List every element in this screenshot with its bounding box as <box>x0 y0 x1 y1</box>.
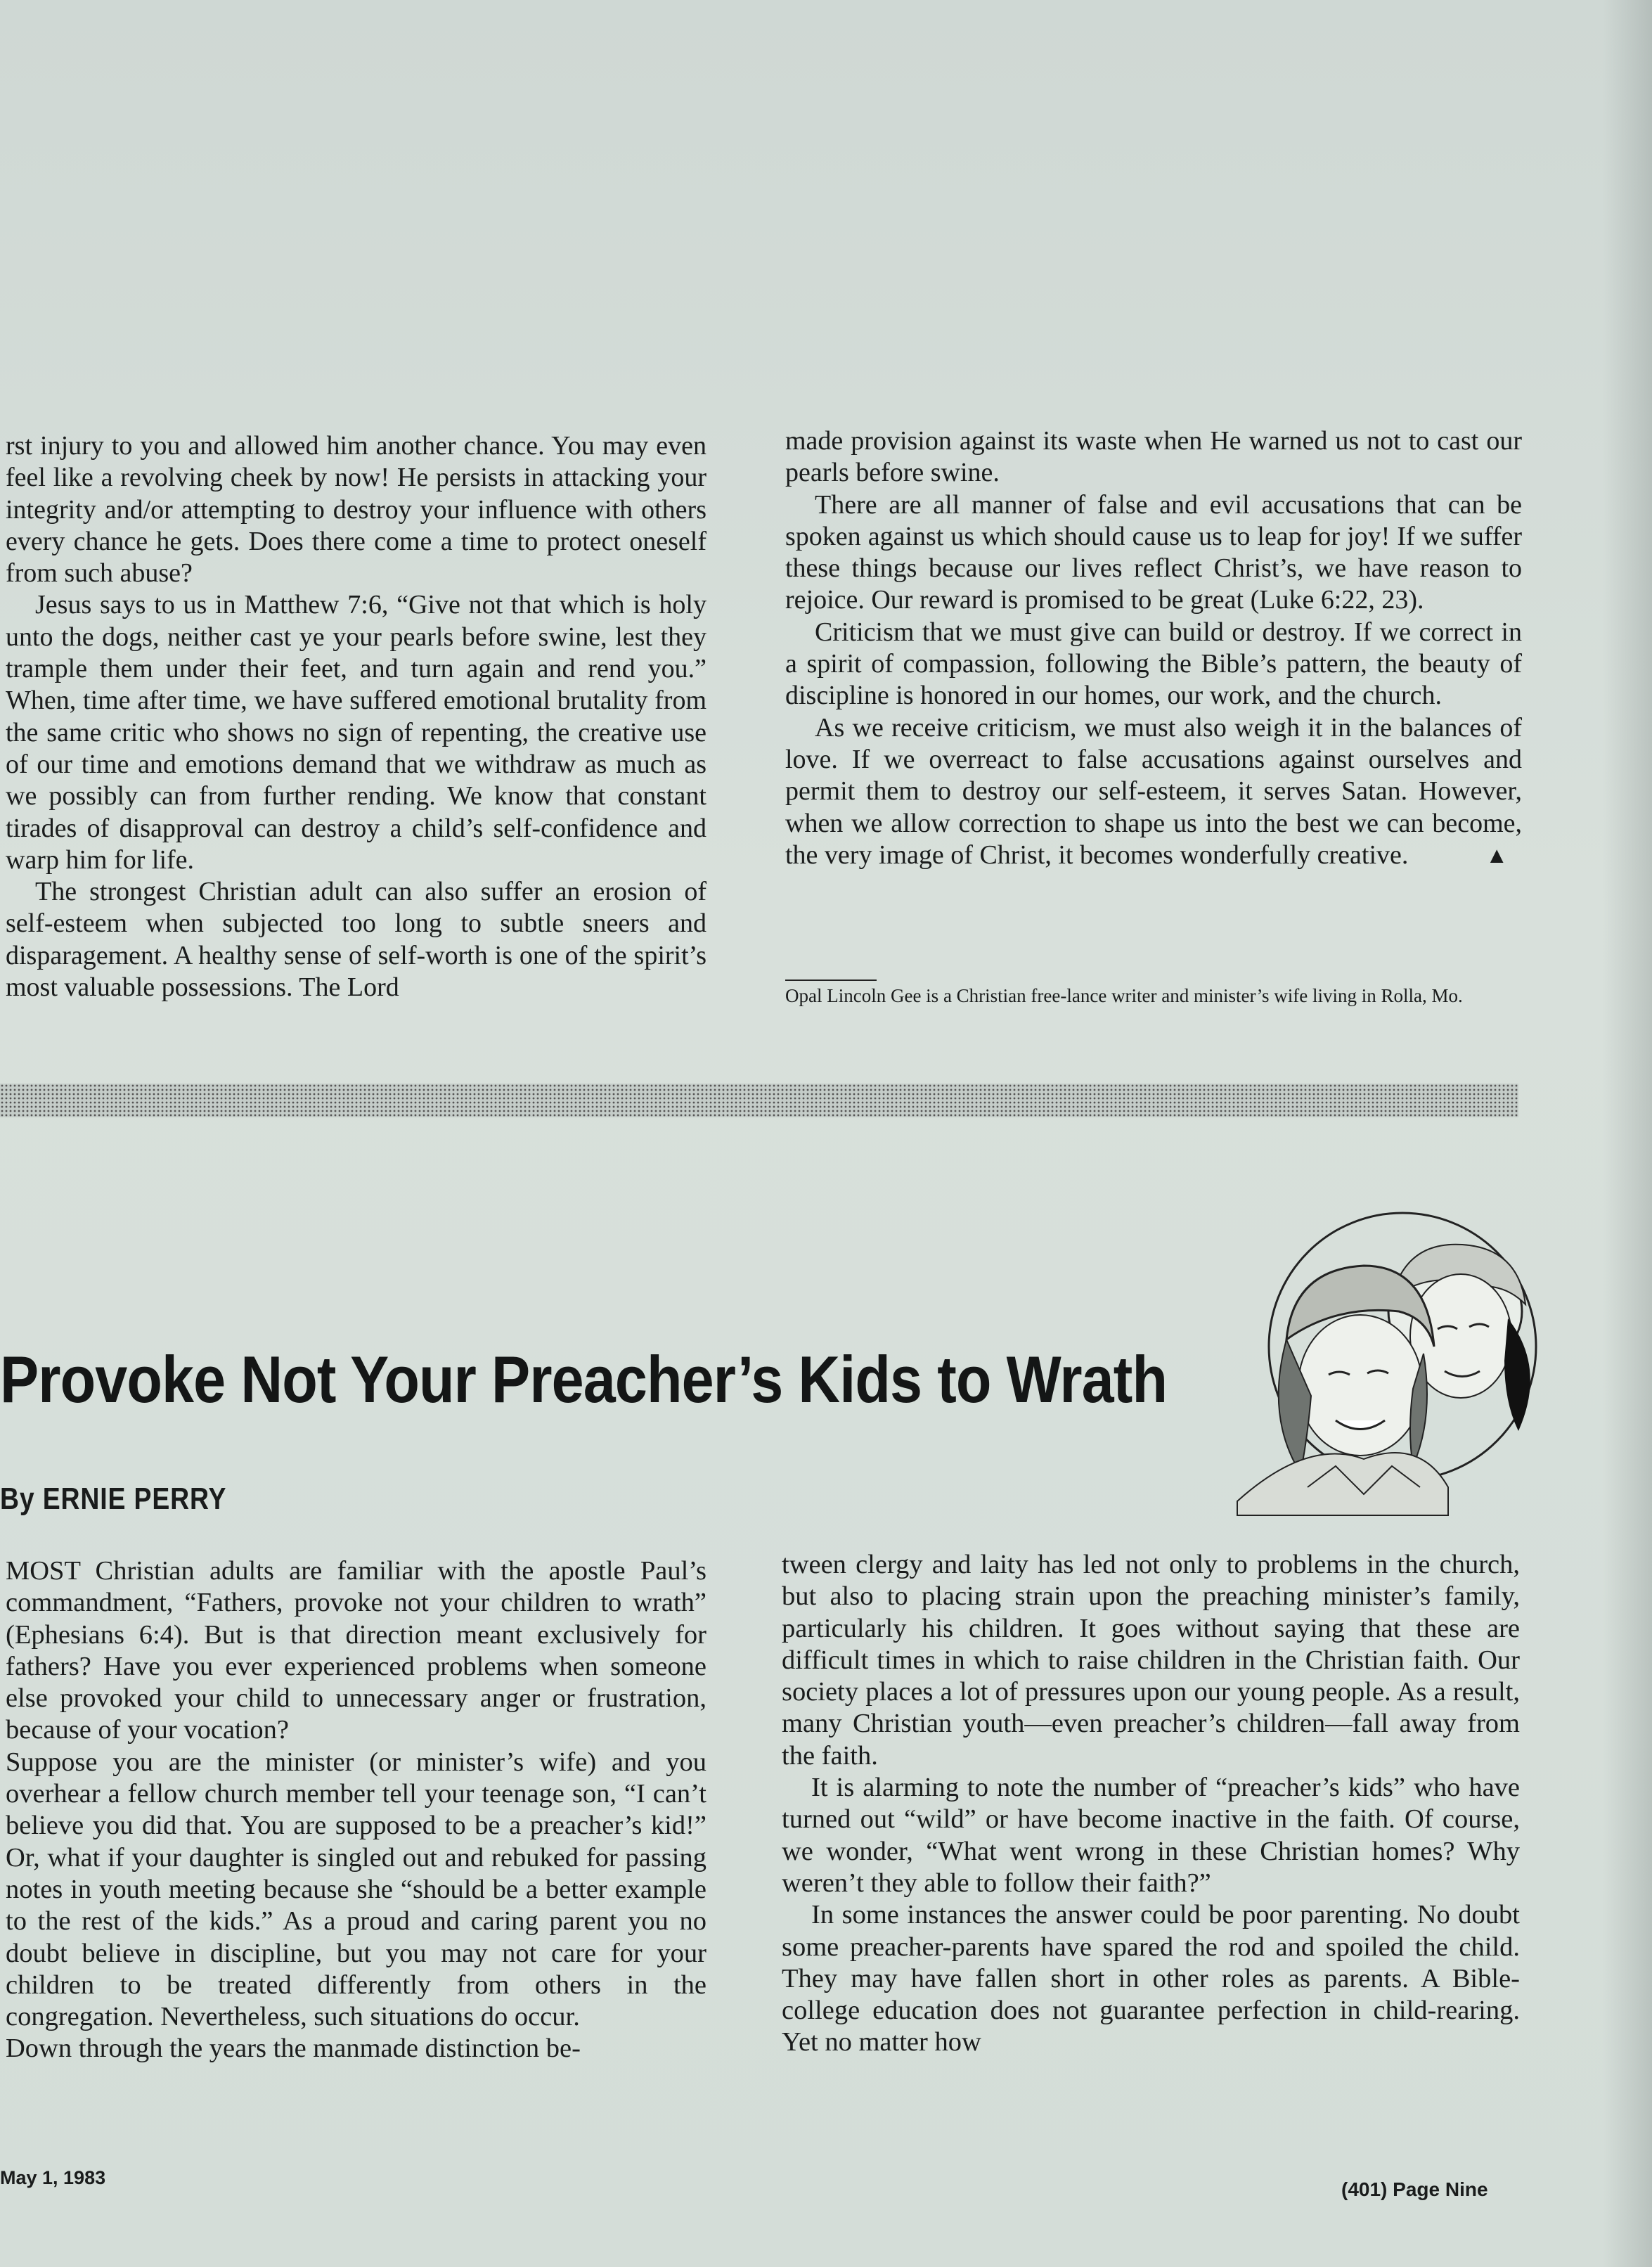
paragraph: Suppose you are the minister (or minister’s wife) and you overhear a fellow church member tell your teenage son, “I can’t believe you did that. You are supposed to be a preacher’s kid!” Or, what if your daughter is singled out and rebuked for passing notes in youth meeting because she “should be a better example to the rest of the kids.” As a proud and caring parent you no doubt believe in discipline, but you may not care for your children to be treated differently from others in the congregation. Nevertheless, such situations do occur. <box>6 1747 706 2032</box>
paragraph: Jesus says to us in Matthew 7:6, “Give not that which is holy unto the dogs, neither cast ye your pearls before swine, lest they trample them under their feet, and turn again and rend you.” When, time after time, we have suffered emotional brutality from the same critic who shows no sign of repenting, the creative use of our time and emotions demand that we withdraw as much as we possibly can from further rending. We know that constant tirades of disapproval can destroy a child’s self-confidence and warp him for life. <box>6 590 706 875</box>
paragraph: It is alarming to note the number of “preacher’s kids” who have turned out “wild” or have become inactive in the faith. Of course, we wonder, “What went wrong in these Christian homes? Why weren’t they able to follow their faith?” <box>782 1773 1520 1898</box>
paragraph: Criticism that we must give can build or destroy. If we correct in a spirit of compassion, following the Bible’s pattern, the beauty of discipline is honored in our homes, our work, and the church. <box>785 617 1522 711</box>
two-children-illustration <box>1223 1206 1561 1543</box>
article-headline: Provoke Not Your Preacher’s Kids to Wrath <box>0 1342 1168 1416</box>
bottom-right-column <box>782 1549 1520 2059</box>
top-right-column <box>785 425 1522 871</box>
paragraph: rst injury to you and allowed him another chance. You may even feel like a revolving cheek by now! He persists in attacking your integrity and/or attempting to destroy your influence with others every chance he gets. Does there come a time to protect oneself from such abuse? <box>6 431 706 589</box>
paragraph-last <box>785 712 1522 871</box>
issue-date: May 1, 1983 <box>0 2167 106 2188</box>
author-note: Opal Lincoln Gee is a Christian free-lance writer and minister’s wife living in Rolla, Mo. <box>785 985 1463 1006</box>
top-left-column <box>6 430 706 1003</box>
end-of-article-icon: ▲ <box>1485 842 1508 868</box>
bottom-left-column <box>6 1555 706 2065</box>
paragraph: made provision against its waste when He warned us not to cast our pearls before swine. <box>785 426 1522 488</box>
paragraph: There are all manner of false and evil accusations that can be spoken against us which should cause us to leap for joy! If we suffer these things because our lives reflect Christ’s, we have reason to rejoice. Our reward is promised to be great (Luke 6:22, 23). <box>785 489 1522 615</box>
paragraph: MOST Christian adults are familiar with the apostle Paul’s commandment, “Fathers, provoke not your children to wrath” (Ephesians 6:4). But is that direction meant exclusively for fathers? Have you ever experienced problems when someone else provoked your child to unnecessary anger or frustration, because of your vocation? <box>6 1556 706 1745</box>
paragraph: In some instances the answer could be poor parenting. No doubt some preacher-parents have spared the rod and spoiled the child. They may have fallen short in other roles as parents. A Bible-college education does not guarantee perfection in child-rearing. Yet no matter how <box>782 1900 1520 2057</box>
page-number: (401) Page Nine <box>1341 2178 1488 2200</box>
section-divider <box>0 1084 1518 1117</box>
page-edge-shadow <box>1603 0 1652 2267</box>
author-note-rule <box>785 980 877 981</box>
article-byline: By ERNIE PERRY <box>0 1482 227 1516</box>
paragraph-text: As we receive criticism, we must also weigh it in the balances of love. If we overreact to false accusations against ourselves and permit them to destroy our self-esteem, it serves Satan. However, when we allow correction to shape us into the best we can become, the very image of Christ, it becomes wonderfully creative. <box>785 712 1522 870</box>
paragraph: tween clergy and laity has led not only to problems in the church, but also to placing strain upon the preaching minister’s family, particularly his children. It goes without saying that these are difficult times in which to raise children in the Christian faith. Our society places a lot of pressures upon our young people. As a result, many Christian youth—even preacher’s children—fall away from the faith. <box>782 1550 1520 1771</box>
paragraph: The strongest Christian adult can also suffer an erosion of self-esteem when subjected too long to subtle sneers and disparagement. A healthy sense of self-worth is one of the spirit’s most valuable possessions. The Lord <box>6 877 706 1003</box>
paragraph: Down through the years the manmade distinction be- <box>6 2034 581 2064</box>
